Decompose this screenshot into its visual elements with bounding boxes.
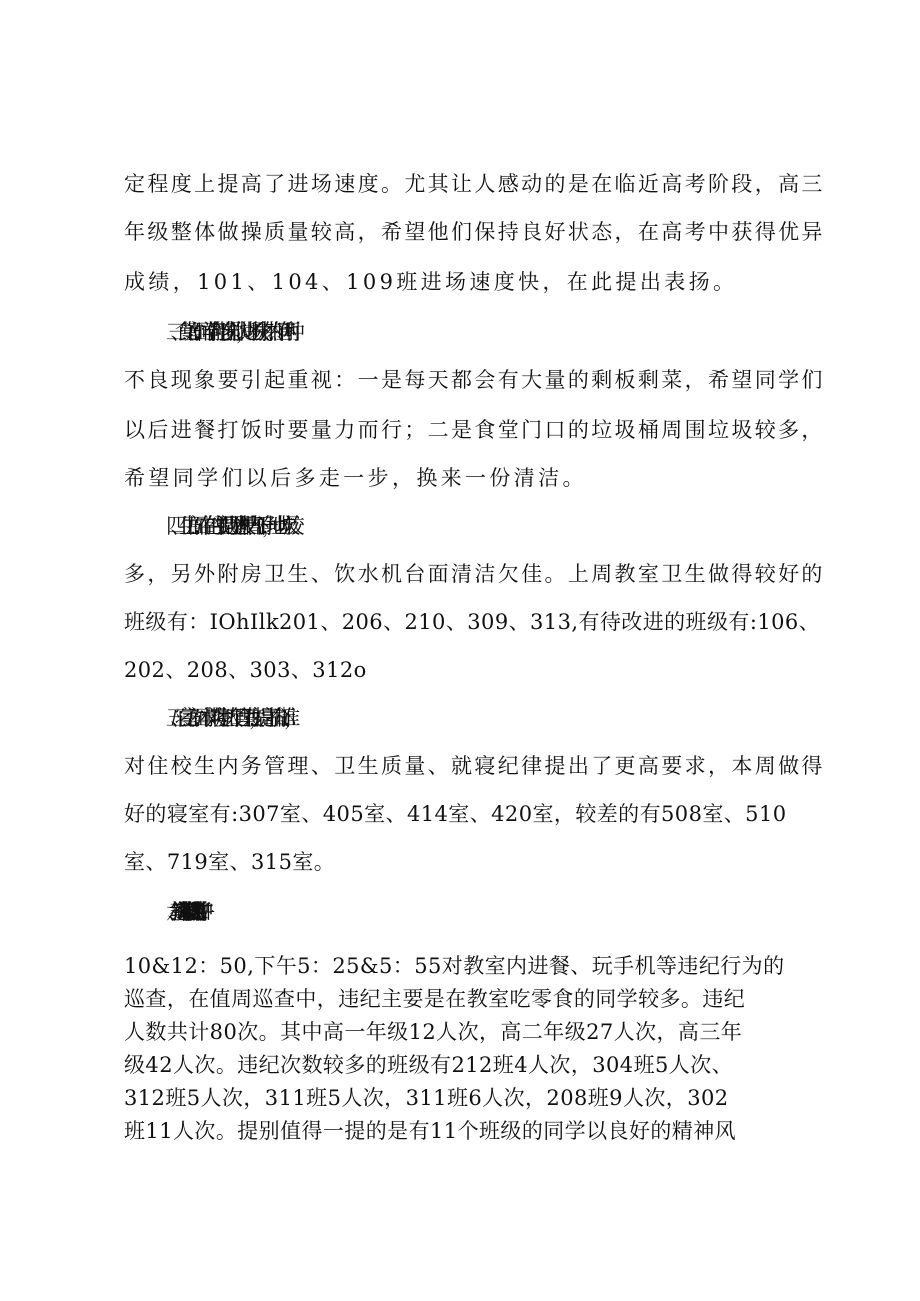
text-line: 以后进餐打饭时要量力而行；二是食堂门口的垃圾桶周围垃圾较多， — [124, 418, 825, 442]
text-line: 好的寝室有:307室、405室、414室、420室，较差的有508室、510 — [124, 802, 787, 826]
text-line: 定程度上提高了进场速度。尤其让人感动的是在临近高考阶段，高三 — [124, 172, 825, 196]
text-line: 六、教室巡查：本周根据政教处要求增加了中午12： — [166, 900, 185, 924]
text-line: 三、食堂方面：同学们能够自觉排队，进场秩序井然。但有两种 — [166, 320, 289, 344]
text-line: 希望同学们以后多走一步，换来一份清洁。 — [124, 466, 587, 490]
text-line: 10&12：50,下午5：25&5：55对教室内进餐、玩手机等违纪行为的 — [124, 954, 785, 978]
text-line: 不良现象要引起重视：一是每天都会有大量的剩板剩菜，希望同学们 — [124, 368, 825, 392]
text-line: 人数共计80次。其中高一年级12人次，高二年级27人次，高三年 — [124, 1020, 743, 1044]
text-line: 202、208、303、312o — [124, 658, 367, 682]
text-line: 312班5人次，311班5人次，311班6人次，208班9人次，302 — [124, 1086, 729, 1110]
text-line: 多，另外附房卫生、饮水机台面清洁欠佳。上周教室卫生做得较好的 — [124, 562, 825, 586]
text-line: 对住校生内务管理、卫生质量、就寝纪律提出了更高要求，本周做得 — [124, 754, 825, 778]
text-line: 级42人次。违纪次数较多的班级有212班4人次，304班5人次、 — [124, 1053, 734, 1077]
text-line: 班11人次。提别值得一提的是有11个班级的同学以良好的精神风 — [124, 1119, 737, 1143]
text-line: 巡查，在值周巡查中，违纪主要是在教室吃零食的同学较多。违纪 — [124, 987, 746, 1011]
text-line: 室、719室、315室。 — [124, 850, 336, 874]
text-line: 四、卫生方面：存在的主要问题是黑板槽内不干净，地上垃圾较 — [166, 514, 289, 538]
text-line: 五、寝室方面：本学期寝室加大了管理力度，提高了扣分标准， — [166, 706, 289, 730]
text-line: 成绩，101、104、109班进场速度快，在此提出表扬。 — [124, 270, 738, 294]
text-line: 班级有：IOhIlk201、206、210、309、313,有待改进的班级有:106、 — [124, 610, 821, 634]
text-line: 年级整体做操质量较高，希望他们保持良好状态，在高考中获得优异 — [124, 220, 825, 244]
